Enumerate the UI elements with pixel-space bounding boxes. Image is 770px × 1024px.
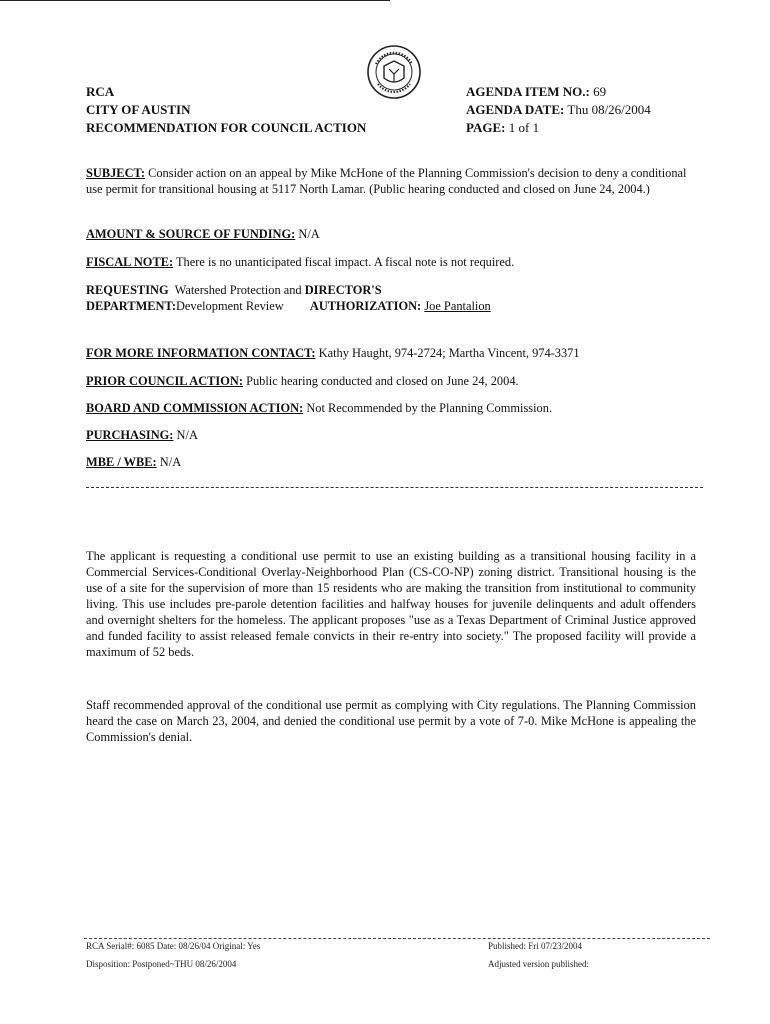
mbe-text: N/A bbox=[159, 455, 182, 469]
city-seal-icon bbox=[366, 44, 422, 100]
more-info-text: Kathy Haught, 974-2724; Martha Vincent, 974-3371 bbox=[318, 346, 580, 360]
directors-label: DIRECTOR'S bbox=[304, 283, 382, 297]
more-info-section bbox=[86, 345, 696, 361]
agenda-item-value: 69 bbox=[593, 84, 607, 99]
header-doc-title: RECOMMENDATION FOR COUNCIL ACTION bbox=[86, 120, 367, 135]
footer-published: Published: Fri 07/23/2004 bbox=[488, 941, 583, 951]
fiscal-note-section bbox=[86, 254, 696, 270]
footer-adjusted: Adjusted version published: bbox=[488, 959, 589, 969]
agenda-date-row: AGENDA DATE: Thu 08/26/2004 bbox=[466, 102, 651, 117]
authorization-label: AUTHORIZATION: bbox=[309, 299, 422, 313]
page-row: PAGE: 1 of 1 bbox=[466, 120, 540, 135]
prior-label: PRIOR COUNCIL ACTION: bbox=[86, 374, 243, 388]
agenda-item-row: AGENDA ITEM NO.: 69 bbox=[466, 84, 607, 99]
authorization-value: Joe Pantalion bbox=[424, 299, 491, 313]
header-city: CITY OF AUSTIN bbox=[86, 102, 191, 117]
department-value: Development Review bbox=[175, 299, 284, 313]
funding-text: N/A bbox=[298, 227, 320, 241]
more-info-label: FOR MORE INFORMATION CONTACT: bbox=[86, 346, 316, 360]
requesting-section bbox=[86, 282, 696, 314]
body-paragraph-2 bbox=[86, 697, 696, 745]
body-paragraph-1 bbox=[86, 548, 696, 660]
header-left bbox=[86, 83, 366, 137]
page-value: 1 of 1 bbox=[508, 120, 540, 135]
subject-label: SUBJECT: bbox=[86, 166, 145, 180]
mbe-wbe-section bbox=[86, 454, 696, 470]
department-label: DEPARTMENT: bbox=[86, 299, 176, 313]
board-action-section bbox=[86, 400, 696, 416]
paragraph-1-text: The applicant is requesting a conditional use permit to use an existing building as a transitional housing facility in a Commercial Services-Conditional Overlay-Neighborhood Plan (CS-CO-NP) zoning district. Transitional housing is the use of a site for the supervision of more than 15 residents who are making the transition from institutional to community living. This use includes pre-parole detention facilities and halfway houses for juvenile delinquents and adult offenders and overnight shelters for the homeless. The applicant proposes "use as a Texas Department of Criminal Justice approved and funded facility to assist released female convicts in their re-entry into society." The proposed facility will provide a maximum of 52 beds. bbox=[86, 549, 696, 659]
prior-text: Public hearing conducted and closed on June 24, 2004. bbox=[246, 374, 519, 388]
requesting-dept: Watershed Protection and bbox=[174, 283, 302, 297]
board-text: Not Recommended by the Planning Commission. bbox=[306, 401, 553, 415]
footer-serial: RCA Serial#: 6085 Date: 08/26/04 Original: Yes bbox=[86, 941, 261, 951]
header-right bbox=[466, 83, 651, 137]
footer-divider bbox=[84, 938, 710, 939]
top-border-line bbox=[0, 0, 390, 1]
mbe-label: MBE / WBE: bbox=[86, 455, 157, 469]
subject-section bbox=[86, 165, 696, 197]
purchasing-label: PURCHASING: bbox=[86, 428, 174, 442]
purchasing-text: N/A bbox=[176, 428, 198, 442]
subject-text: Consider action on an appeal by Mike McHone of the Planning Commission's decision to deny a conditional use permit for transitional housing at 5117 North Lamar. (Public hearing conducted and closed on June 24, 2004.) bbox=[86, 166, 687, 196]
fiscal-label: FISCAL NOTE: bbox=[86, 255, 174, 269]
board-label: BOARD AND COMMISSION ACTION: bbox=[86, 401, 304, 415]
funding-label: AMOUNT & SOURCE OF FUNDING: bbox=[86, 227, 296, 241]
fiscal-text: There is no unanticipated fiscal impact. A fiscal note is not required. bbox=[175, 255, 515, 269]
paragraph-2-text: Staff recommended approval of the conditional use permit as complying with City regulations. The Planning Commission heard the case on March 23, 2004, and denied the conditional use permit by a vote of 7-0. Mike McHone is appealing the Commission's denial. bbox=[86, 698, 696, 744]
header-rca: RCA bbox=[86, 84, 115, 99]
requesting-label: REQUESTING bbox=[86, 283, 169, 297]
purchasing-section bbox=[86, 427, 696, 443]
funding-section bbox=[86, 226, 696, 242]
section-divider bbox=[86, 487, 703, 488]
footer-disposition: Disposition: Postponed~THU 08/26/2004 bbox=[86, 959, 237, 969]
agenda-date-value: Thu 08/26/2004 bbox=[567, 102, 651, 117]
prior-action-section bbox=[86, 373, 696, 389]
